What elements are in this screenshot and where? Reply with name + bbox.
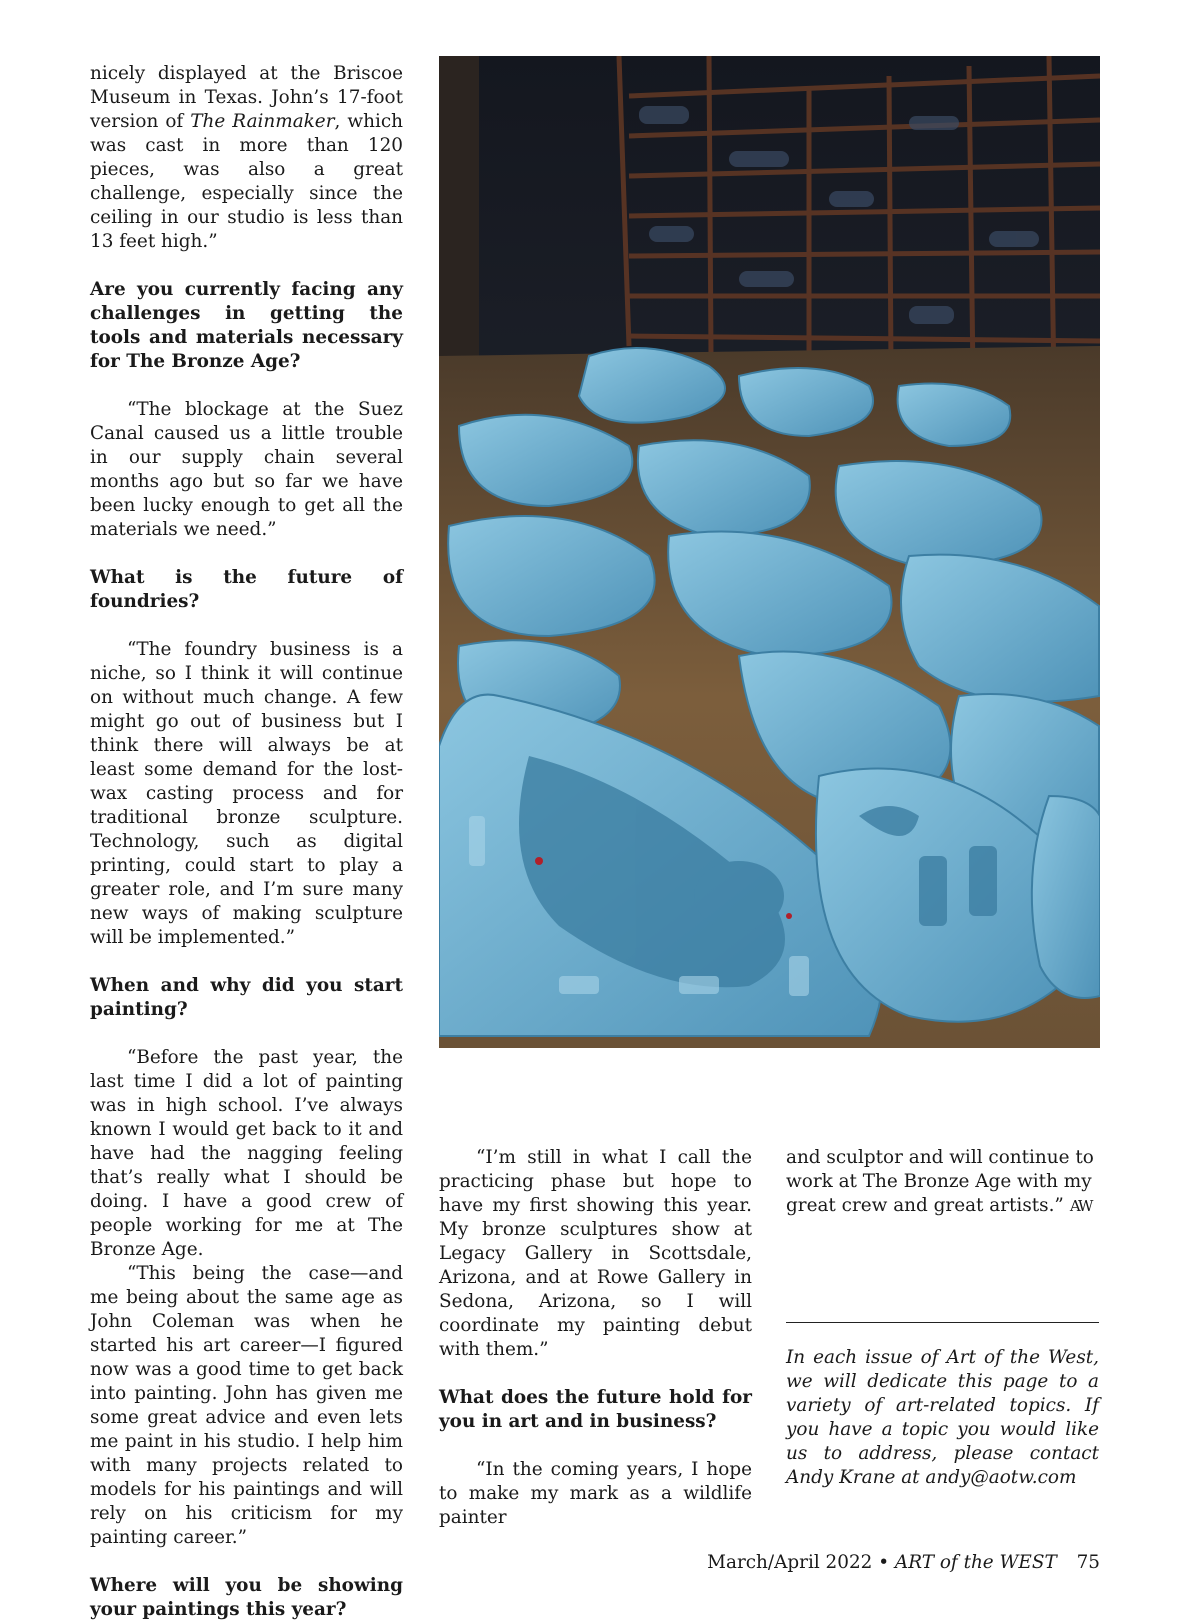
interview-answer: “In the coming years, I hope to make my mark as a wildlife painter xyxy=(439,1459,752,1528)
page-number: 75 xyxy=(1076,1552,1100,1573)
editorial-note: In each issue of Art of the West, we will dedicate this page to a variety of art-related topics. If you have a topic you would like us to address, please contact Andy Krane at andy@aotw.com xyxy=(786,1347,1099,1488)
interview-answer: “I’m still in what I call the practicing phase but hope to have my first showing this year. My bronze sculptures show at Legacy Gallery in Scottsdale, Arizona, and at Rowe Gallery in Sedona, Arizona, so I will coordinate my painting debut with them.” xyxy=(439,1147,752,1360)
interview-question: What does the future hold for you in art and in business? xyxy=(439,1387,752,1432)
interview-answer: “This being the case—and me being about the same age as John Coleman was when he started his art career—I figured now was a good time to get back into painting. John has given me some great advice and even lets me paint in his studio. I help him with many projects related to models for his paintings and will rely on his criticism for my painting career.” xyxy=(90,1263,403,1548)
interview-answer-continued: and sculptor and will continue to work at The Bronze Age with my great crew and great artists.” AW xyxy=(786,1147,1094,1216)
rubber-molds-on-floor-image xyxy=(439,56,1100,1048)
page-footer xyxy=(707,1552,1100,1574)
divider-rule xyxy=(786,1322,1099,1323)
interview-answer: “Before the past year, the last time I did a lot of painting was in high school. I’ve always known I would get back to it and have had the nagging feeling that’s really what I should be doing. I have a good crew of people working for me at The Bronze Age. xyxy=(90,1047,403,1260)
left-text-column xyxy=(90,62,403,1622)
right-text-column xyxy=(786,1146,1099,1218)
middle-text-column xyxy=(439,1146,752,1530)
molds-photo xyxy=(439,56,1100,1048)
publication-name: ART of the WEST xyxy=(894,1552,1057,1573)
end-mark-icon: AW xyxy=(1069,1197,1092,1215)
interview-question: Are you currently facing any challenges in getting the tools and materials necessary for The Bronze Age? xyxy=(90,279,403,372)
artwork-title: The Rainmaker xyxy=(190,111,335,132)
interview-question: Where will you be showing your paintings this year? xyxy=(90,1575,403,1620)
interview-question: When and why did you start painting? xyxy=(90,975,403,1020)
interview-answer: “The blockage at the Suez Canal caused us a little trouble in our supply chain several months ago but so far we have been lucky enough to get all the materials we need.” xyxy=(90,399,403,540)
paragraph: nicely displayed at the Briscoe Museum in Texas. John’s 17-foot version of The Rainmaker, which was cast in more than 120 pieces, was also a great challenge, especially since the ceiling in our studio is less than 13 feet high.” xyxy=(90,63,403,252)
interview-answer: “The foundry business is a niche, so I think it will continue on without much change. A few might go out of business but I think there will always be at least some demand for the lost-wax casting process and for traditional bronze sculpture. Technology, such as digital printing, could start to play a greater role, and I’m sure many new ways of making sculpture will be implemented.” xyxy=(90,639,403,948)
issue-date: March/April 2022 • xyxy=(707,1552,890,1573)
interview-question: What is the future of foundries? xyxy=(90,567,403,612)
